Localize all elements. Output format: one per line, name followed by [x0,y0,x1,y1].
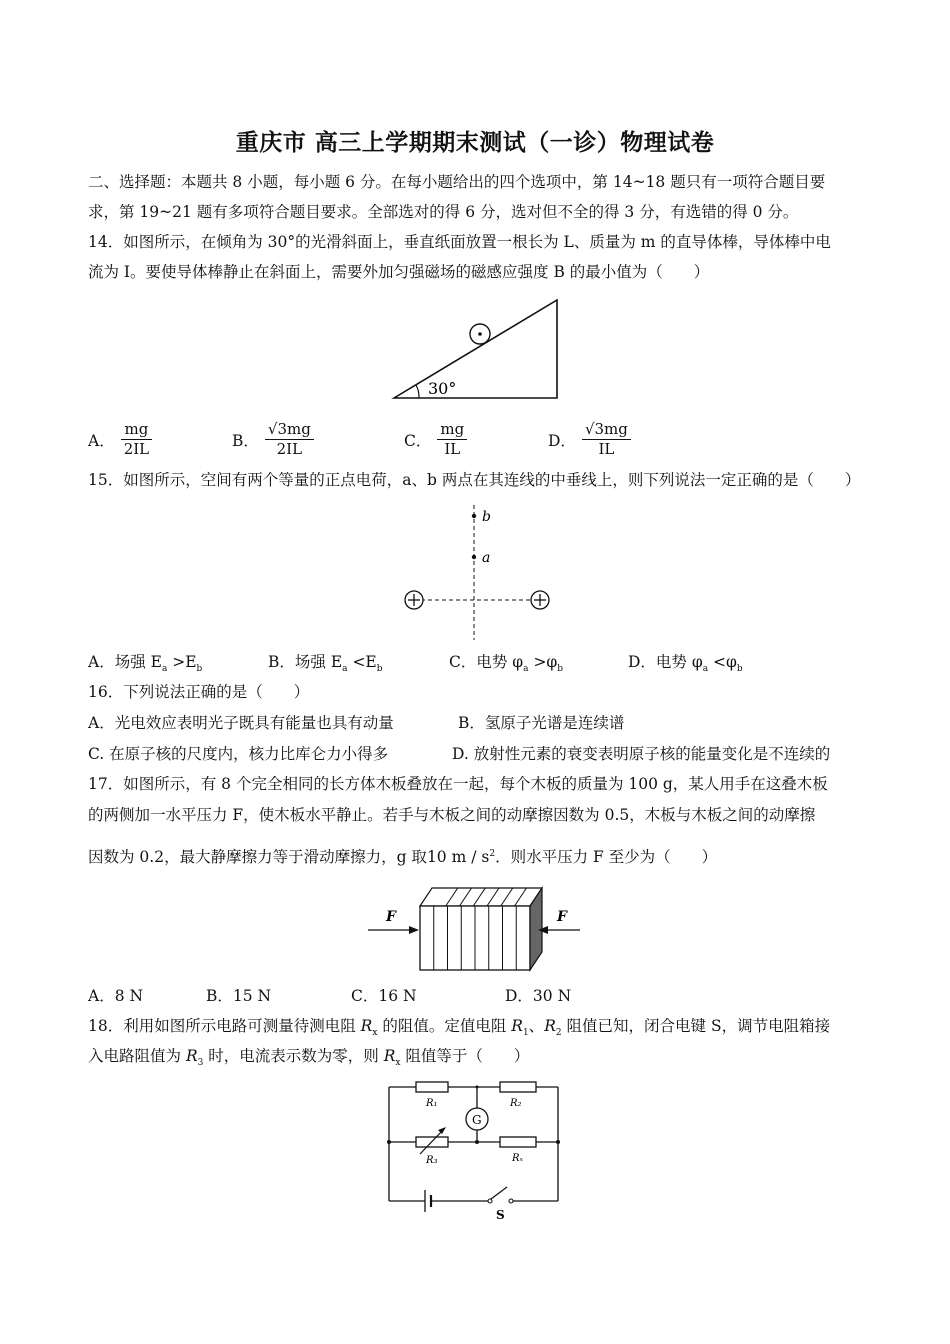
label-rx: Rₓ [512,1153,524,1164]
q16-option-c[interactable]: C. 在原子核的尺度内，核力比库仑力小得多 [88,745,389,763]
q18-stem-line1: 18．利用如图所示电路可测量待测电阻 $R_x$ 的阻值。定值电阻 $R_1$、$R_2$ 阻值已知，闭合电键 S，调节电阻箱接 [88,1017,831,1039]
page-title: 重庆市 高三上学期期末测试（一诊）物理试卷 [235,129,715,156]
q14-option-a[interactable]: A． $\frac{mg}{2IL}$ [88,420,152,459]
label-galvanometer: G [472,1113,482,1127]
angle-label: 30° [428,379,457,398]
q15-option-d[interactable]: D．电势 $\varphi_a <\varphi_b$ [628,653,743,675]
point-a-label: a [482,550,491,566]
q16-option-d[interactable]: D. 放射性元素的衰变表明原子核的能量变化是不连续的 [452,745,831,763]
q17-option-c[interactable]: C．16 N [351,987,417,1005]
q15-option-a[interactable]: A．场强 $E_a >E_b$ [88,653,203,675]
q15-option-c[interactable]: C．电势 $\varphi_a >\varphi_b$ [449,653,564,675]
force-label-left: F [386,909,396,925]
q15-option-b[interactable]: B．场强 $E_a <E_b$ [268,653,383,675]
resistor-rx [500,1137,536,1147]
q16-stem: 16．下列说法正确的是（ ） [88,683,310,701]
q15-stem: 15．如图所示，空间有两个等量的正点电荷，a、b 两点在其连线的中垂线上，则下列说法一定正确的是（ ） [88,471,861,489]
q14-option-c[interactable]: C． $\frac{mg}{IL}$ [404,420,467,459]
q17-option-d[interactable]: D．30 N [505,987,572,1005]
q18-stem-line2: 入电路阻值为 $R_3$ 时，电流表示数为零，则 $R_x$ 阻值等于（ ） [88,1047,530,1069]
q14-option-b[interactable]: B． $\frac{√3mg}{2IL}$ [232,420,314,459]
q17-stem-line1: 17．如图所示，有 8 个完全相同的长方体木板叠放在一起，每个木板的质量为 100 g，某人用手在这叠木板 [88,775,828,793]
q17-option-a[interactable]: A．8 N [88,987,144,1005]
section-instructions-line2: 求，第 19~21 题有多项符合题目要求。全部选对的得 6 分，选对但不全的得 3 分，有选错的得 0 分。 [88,203,799,221]
section-instructions-line1: 二、选择题：本题共 8 小题，每小题 6 分。在每小题给出的四个选项中，第 14~18 题只有一项符合题目要 [88,173,826,191]
q14-stem-line2: 流为 I。要使导体棒静止在斜面上，需要外加匀强磁场的磁感应强度 B 的最小值为（ ） [88,263,710,281]
q17-stem-line3: 因数为 0.2，最大静摩擦力等于滑动摩擦力，g 取10 m / $s^2$．则水平压力 F 至少为（ ） [88,848,718,867]
switch-lever [491,1187,507,1199]
resistor-r1 [416,1082,448,1092]
point-b-label: b [482,509,491,525]
label-r1: R₁ [426,1098,438,1109]
q14-option-d[interactable]: D． $\frac{√3mg}{IL}$ [548,420,631,459]
q14-stem-line1: 14．如图所示，在倾角为 30°的光滑斜面上，垂直纸面放置一根长为 L、质量为 m 的直导体棒，导体棒中电 [88,233,831,251]
label-r3: R₃ [426,1155,438,1166]
q16-option-a[interactable]: A．光电效应表明光子既具有能量也具有动量 [88,714,394,732]
force-label-right: F [557,909,567,925]
q17-stem-line2: 的两侧加一水平压力 F，使木板水平静止。若手与木板之间的动摩擦因数为 0.5，木板与木板之间的动摩擦 [88,806,816,824]
resistor-r2 [500,1082,536,1092]
label-switch: S [496,1208,505,1222]
q17-option-b[interactable]: B．15 N [206,987,272,1005]
label-r2: R₂ [510,1098,522,1109]
q16-option-b[interactable]: B．氢原子光谱是连续谱 [458,714,625,732]
